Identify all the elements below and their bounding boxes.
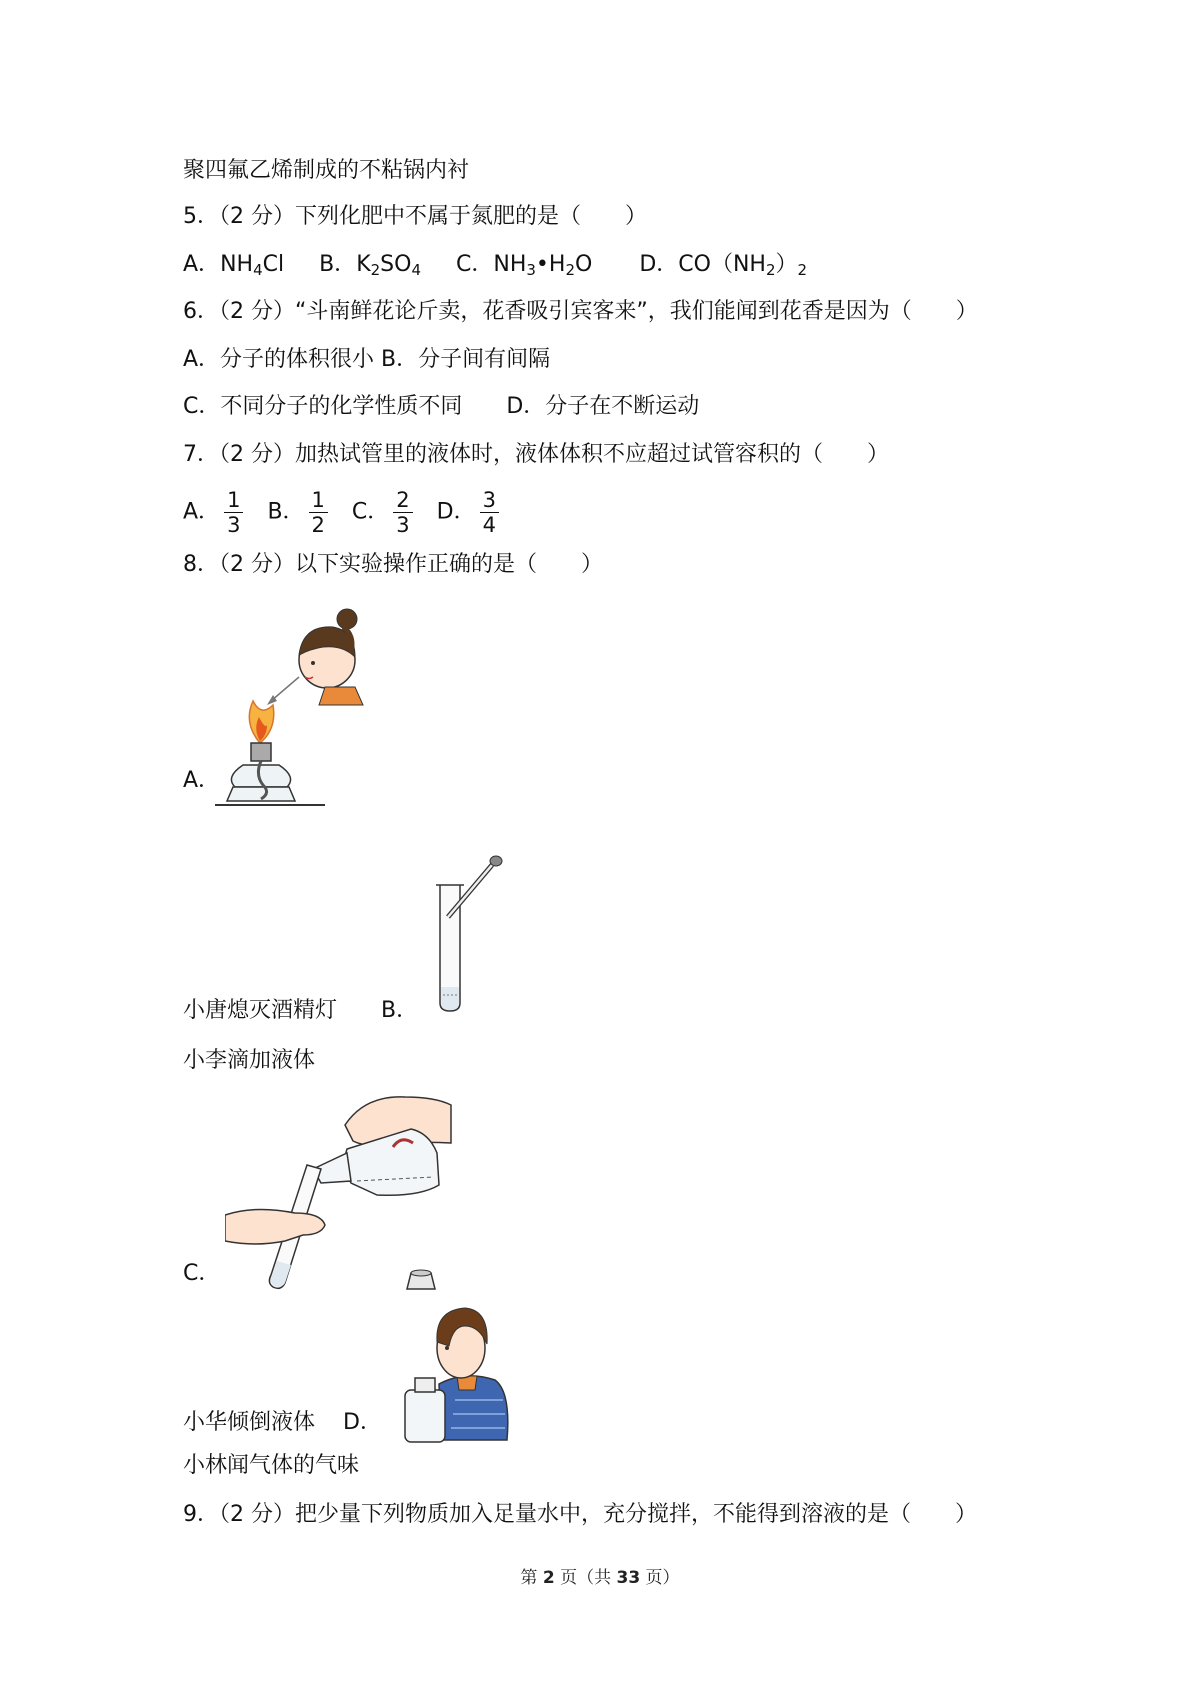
q7-option-a: A． $\frac{1}{3}$	[183, 488, 249, 537]
current-page-number: 2	[542, 1568, 555, 1588]
q5-option-d: D．$CO(NH_2)_2$	[639, 252, 808, 279]
q7-option-b: B． $\frac{1}{2}$	[267, 488, 333, 537]
q5-options	[183, 250, 807, 285]
q8-option-a-label: A．	[183, 768, 221, 793]
dropper-test-tube-illustration	[430, 855, 510, 1015]
q5-option-b: B．$K_2SO_4$	[319, 252, 421, 279]
q6-stem: 6．（2 分）“斗南鲜花论斤卖，花香吸引宾客来”，我们能闻到花香是因为（ ）	[183, 299, 978, 324]
q9-stem: 9．（2 分）把少量下列物质加入足量水中，充分搅拌，不能得到溶液的是（ ）	[183, 1502, 977, 1527]
alcohol-lamp-blowing-illustration	[215, 605, 375, 820]
q8-b-caption: 小李滴加液体	[183, 1048, 316, 1073]
total-page-count: 33	[616, 1568, 641, 1588]
page-footer: 第 2 页（共 33 页）	[520, 1568, 680, 1588]
q5-stem: 5．（2 分）下列化肥中不属于氮肥的是（ ）	[183, 204, 647, 229]
q8-option-c-label: C．	[183, 1261, 221, 1286]
smelling-gas-illustration	[395, 1300, 515, 1445]
q6-options-line1: A．分子的体积很小 B．分子间有间隔	[183, 347, 551, 372]
q8-option-b-label: B．	[381, 998, 419, 1023]
q7-option-d: D． $\frac{3}{4}$	[437, 488, 505, 537]
pouring-liquid-illustration	[225, 1085, 475, 1295]
q7-options	[183, 484, 505, 540]
continuation-text: 聚四氟乙烯制成的不粘锅内衬	[183, 158, 470, 183]
q8-c-caption: 小华倾倒液体	[183, 1410, 316, 1435]
q7-stem: 7．（2 分）加热试管里的液体时，液体体积不应超过试管容积的（ ）	[183, 442, 889, 467]
q8-stem: 8．（2 分）以下实验操作正确的是（ ）	[183, 552, 603, 577]
q8-option-a-caption	[183, 996, 418, 1026]
q8-a-caption: 小唐熄灭酒精灯	[183, 998, 338, 1023]
q8-option-d-label: D．	[343, 1410, 382, 1435]
q8-d-caption: 小林闻气体的气味	[183, 1453, 360, 1478]
q7-option-c: C． $\frac{2}{3}$	[352, 488, 419, 537]
q5-option-a: A．$NH_4Cl$	[183, 252, 285, 279]
q8-option-c-caption	[183, 1408, 382, 1438]
q5-option-c: C．$NH_3•H_2O$	[456, 252, 593, 279]
q6-options-line2: C．不同分子的化学性质不同 D．分子在不断运动	[183, 394, 700, 419]
